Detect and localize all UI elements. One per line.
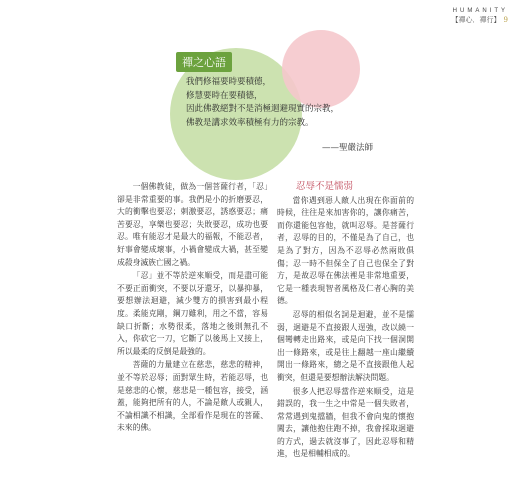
feature-title: 禪之心語 <box>176 52 232 72</box>
feature-quote <box>186 76 339 130</box>
header-chinese <box>452 15 508 25</box>
quote-author: ——聖嚴法師 <box>322 143 374 153</box>
quote-line: 因此佛教絕對不是消極迴避現實的宗教， <box>186 104 340 114</box>
paragraph: 當你遇到惡人敵人出現在你面前的時候，往往是來加害你的，讓你痛苦，而你還能包容他，就叫忍辱。是菩薩行者，忍辱的目的，不僅是為了自己，也是為了對方，因為不忍辱必然兩敗俱傷；忍一時不但保全了自己也保全了對方，是故忍辱在佛法裡是非常地重要，它是一種表現智者風格及仁者心胸的美德。 <box>277 195 414 306</box>
quote-line: 我們修福要時要積德， <box>186 77 272 87</box>
quote-line: 佛教是講求效率積極有力的宗教。 <box>186 117 314 128</box>
section-title: 忍辱不是懦弱 <box>296 181 354 192</box>
page-header <box>452 8 508 25</box>
paragraph: 「忍」並不等於逆來順受，而是盡可能不要正面衝突，不要以牙還牙，以暴抑暴，要想辦法迴避，減少雙方的損害到最小程度。柔能克剛，鋼刀雖利，用之不當，容易缺口折斷；水勢很柔，落地之後則無孔不入，你砍它一刀，它斷了以後馬上又接上，所以最柔的反倒是最強的。 <box>117 271 268 356</box>
quote-line: 修慧要時在要積德， <box>186 90 263 101</box>
paragraph: 忍辱的相似名詞是迴避，並不是懦弱，迴避是不直接跟人逞強，改以繞一個彎轉走出路來，或是向下找一個洞開出一條路來，或是往上翻越一座山繼續開出一條路來，總之是不直接跟他人起衝突，但還是要想辦法解決問題。 <box>277 309 414 382</box>
paragraph: 菩薩的力量建立在慈悲，慈悲的精神，並不等於忍辱；面對眾生時，若能忍辱，也是慈悲的心懷，慈悲是一種包容，接受，涵蓋，能夠把所有的人，不論是敵人或親人，不論相識不相識，全部看作是現在的菩薩、未來的佛。 <box>117 360 268 433</box>
article-right-column <box>277 181 414 461</box>
header-section-label: 【禪心．禪行】 <box>451 16 501 24</box>
page-number: 9 <box>503 16 508 24</box>
paragraph: 很多人把忍辱當作逆來順受，這是錯誤的，我一生之中常是一個失敗者，常常遇到鬼擋牆，但我不會向鬼的懷抱闖去，讓他抱住跑不掉，我會採取迴避的方式，過去就沒事了，因此忍辱和精進，也是相輔相成的。 <box>277 386 414 459</box>
article-left-column <box>117 181 268 435</box>
header-english: HUMANITY <box>452 8 508 14</box>
paragraph: 一個佛教徒，做為一個菩薩行者，「忍」卻是非常重要的事。我們是小的折磨要忍，大的衝擊也要忍；刺激要忍，誘惑要忍；痛苦要忍，享樂也要忍；失敗要忍，成功也要忍。唯有能忍才是最大的福報，不能忍者，好事會變成壞事，小禍會變成大禍，甚至變成殺身滅族亡國之禍。 <box>117 182 268 267</box>
